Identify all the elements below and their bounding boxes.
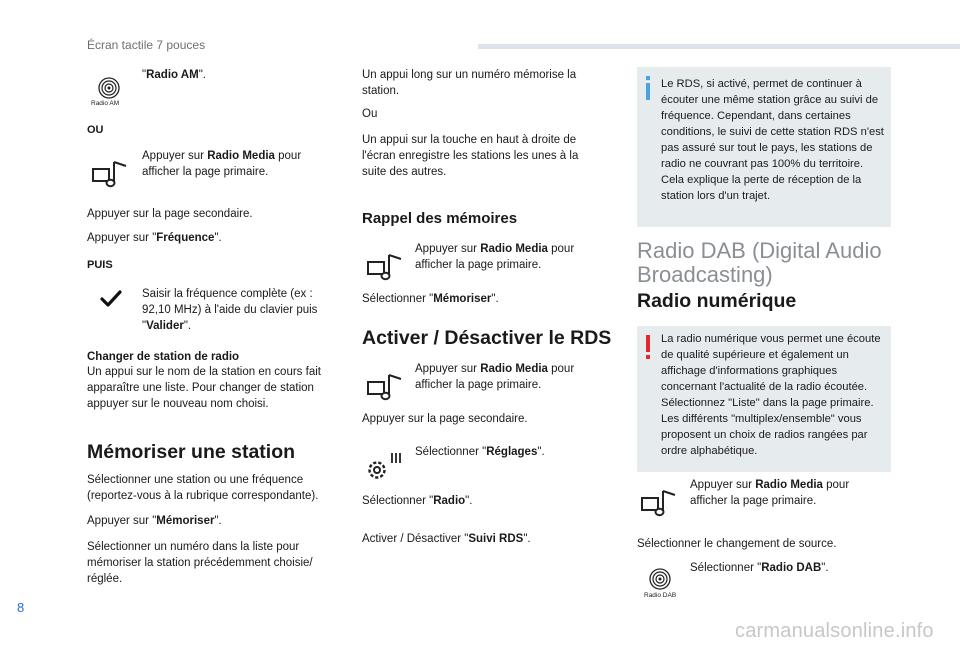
rappel-title: Rappel des mémoires <box>362 210 518 227</box>
settings-gear-icon <box>366 450 406 484</box>
top-right-press-text: Un appui sur la touche en haut à droite de l'écran enregistre les stations les unes à la suite des autres. <box>362 134 579 178</box>
rappel-step-text: Appuyer sur Radio Media pour afficher la page primaire. <box>415 243 575 271</box>
radio-media-icon <box>367 373 405 403</box>
watermark-text: carmanualsonline.info <box>735 620 934 642</box>
rds-info-box <box>637 67 891 227</box>
ou-label: OU <box>87 124 104 136</box>
rds-info-text: Le RDS, si activé, permet de continuer à écouter une même station grâce au suivi de fréquence. Cependant, dans certaines conditions, le suivi de cette station RDS n'est pas assuré sur tout le pays, les stations de radio ne couvrant pas 100% du territoire. Cela explique la perte de réception de la station lors d'un trajet. <box>661 78 884 202</box>
change-station-title: Changer de station de radio <box>87 351 240 363</box>
frequence-text: Appuyer sur "Fréquence". <box>87 232 222 244</box>
radio-media-icon <box>92 160 130 190</box>
step-radio-media: Appuyer sur Radio Media pour afficher la page primaire. <box>142 150 302 178</box>
check-icon <box>100 290 122 308</box>
dab-title: Radio DAB (Digital Audio Broadcasting) <box>637 238 882 287</box>
rds-radio-text: Sélectionner "Radio". <box>362 495 473 507</box>
dab-select-text: Sélectionner "Radio DAB". <box>690 562 829 574</box>
rds-title: Activer / Désactiver le RDS <box>362 327 612 349</box>
radio-media-icon <box>641 489 679 519</box>
numerique-warn-text: La radio numérique vous permet une écoute de qualité supérieure et également un affichage d'informations graphiques concernant l'actualité de la radio écoutée. Sélectionnez "Liste" dans la page primaire. Les différents "multiplex/ensemble" vous proposent un choix de radios rangées par ordre alphabétique. <box>661 333 881 457</box>
radio-dab-icon-label: Radio DAB <box>644 592 677 599</box>
ou-text: Ou <box>362 108 378 120</box>
rappel-select-text: Sélectionner "Mémoriser". <box>362 293 499 305</box>
header-bar <box>478 44 960 49</box>
puis-label: PUIS <box>87 259 113 271</box>
radio-am-text: "Radio AM". <box>142 69 206 81</box>
info-icon <box>645 76 651 100</box>
page-number: 8 <box>17 600 25 615</box>
enter-frequency-text: Saisir la fréquence complète (ex : 92,10 MHz) à l'aide du clavier puis "Valider". <box>142 288 318 332</box>
numerique-warn-box <box>637 326 891 472</box>
memoriser-title: Mémoriser une station <box>87 441 296 463</box>
radio-am-strong: Radio AM <box>146 69 199 81</box>
rds-suivi-text: Activer / Désactiver "Suivi RDS". <box>362 533 531 545</box>
change-station-text: Un appui sur le nom de la station en cours fait apparaître une liste. Pour changer de station appuyer sur le nouveau nom choisi. <box>87 366 321 410</box>
memoriser-select-text: Sélectionner une station ou une fréquence (reportez-vous à la rubrique correspondante). <box>87 474 319 502</box>
radio-media-icon <box>367 253 405 283</box>
numerique-title: Radio numérique <box>637 290 797 312</box>
secondary-page-text: Appuyer sur la page secondaire. <box>87 208 253 220</box>
rds-secondary-text: Appuyer sur la page secondaire. <box>362 413 528 425</box>
warning-icon <box>645 335 651 359</box>
memoriser-press-text: Appuyer sur "Mémoriser". <box>87 515 222 527</box>
memoriser-number-text: Sélectionner un numéro dans la liste pour mémoriser la station précédemment choisie/ réglée. <box>87 541 313 585</box>
radio-am-icon-label: Radio AM <box>91 100 120 107</box>
page-header-title: Écran tactile 7 pouces <box>87 38 206 52</box>
source-change-text: Sélectionner le changement de source. <box>637 538 837 550</box>
dab-step-text: Appuyer sur Radio Media pour afficher la page primaire. <box>690 479 850 507</box>
rds-step-text: Appuyer sur Radio Media pour afficher la page primaire. <box>415 363 575 391</box>
long-press-text: Un appui long sur un numéro mémorise la station. <box>362 69 577 97</box>
rds-reglages-text: Sélectionner "Réglages". <box>415 446 545 458</box>
